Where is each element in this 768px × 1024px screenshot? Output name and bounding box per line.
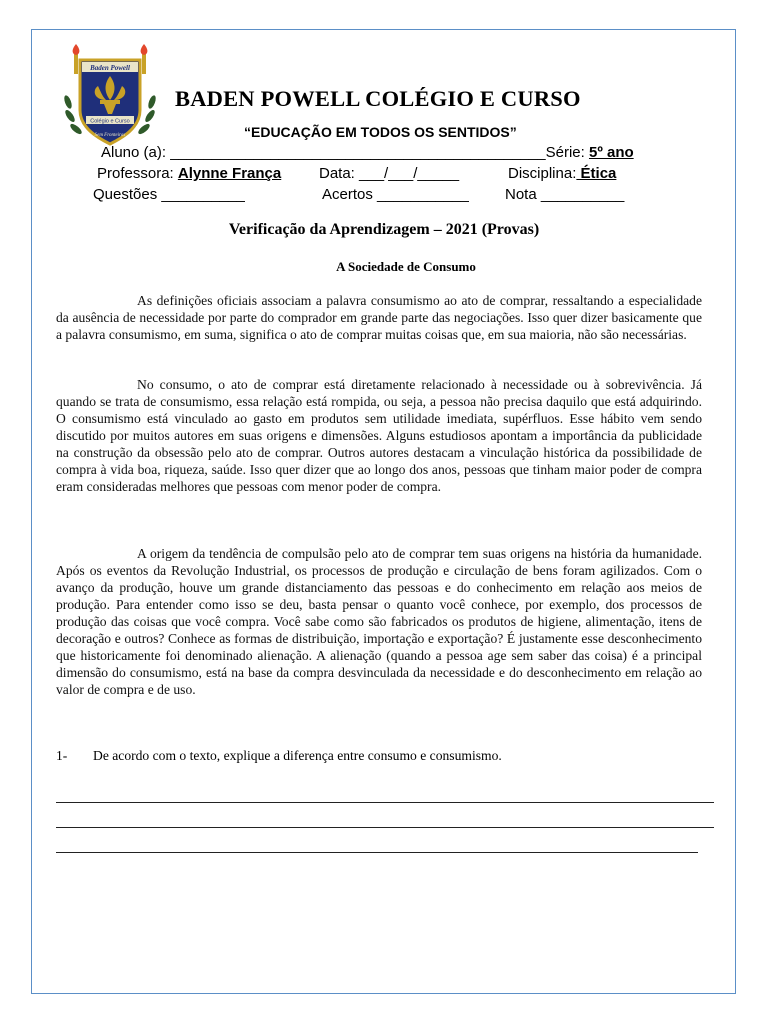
teacher-field xyxy=(97,165,281,182)
subject-field xyxy=(508,165,616,182)
paragraph-1: As definições oficiais associam a palavra consumismo ao ato de comprar, ressaltando a especialidade da ausência de necessidade por parte do comprador em grande parte das negociações. Isso quer dizer basicamente que a palavra consumismo, em suma, significa o ato de comprar muitas coisas que, em sua maioria, não são necessárias. xyxy=(56,293,702,342)
school-crest-logo xyxy=(60,40,160,150)
paragraph-3: A origem da tendência de compulsão pelo ato de comprar tem suas origens na história da humanidade. Após os eventos da Revolução Industrial, os processos de produção e circulação de bens foram agilizados. Com o avanço da produção, houve um grande distanciamento das pessoas e do conhecimento em relação aos meios de produção. Para entender como isso se deu, basta pensar o quanto você conhece, por exemplo, dos processos de produção das coisas que você compra. Você sabe como são fabricados os produtos de higiene, alimentação, itens de decoração e outros? Conhece as formas de distribuição, importação e exportação? É justamente esse desconhecimento que historicamente foi denominado alienação. A alienação (quando a pessoa age sem saber das coisa) é a principal dimensão do consumismo, está na base da compra desvinculada da necessidade e do desconhecimento em relação ao valor de compra e de uso. xyxy=(56,546,702,697)
question-text: De acordo com o texto, explique a diferença entre consumo e consumismo. xyxy=(93,748,502,763)
questions-blank: __________ xyxy=(161,186,245,203)
question-number: 1- xyxy=(56,748,68,763)
correct-answers-blank: ___________ xyxy=(377,186,469,203)
correct-answers-label: Acertos xyxy=(322,186,373,203)
student-name-label: Aluno (a): xyxy=(101,144,167,161)
text-title: A Sociedade de Consumo xyxy=(336,259,476,274)
score-field xyxy=(505,186,624,203)
score-blank: __________ xyxy=(540,186,625,203)
svg-text:Colégio e Curso: Colégio e Curso xyxy=(90,118,130,125)
svg-text:Sem Fronteiras: Sem Fronteiras xyxy=(94,133,126,138)
question-1 xyxy=(56,748,502,764)
paragraph-2: No consumo, o ato de comprar está diretamente relacionado à necessidade ou à sobrevivência. Já quando se trata de consumismo, essa relação está rompida, ou seja, a pessoa não precisa daquilo que está adquirindo. O consumismo está vinculado ao gasto em produtos sem utilidade imediata, supérfluos. Esse hábito vem sendo discutido por muitos autores em suas origens e dimensões. Alguns estudiosos apontam a importância da publicidade na construção da obsessão pelo ato de comprar. Outros autores destacam a vinculação histórica da possibilidade de compra à vida boa, riqueza, saúde. Isso quer dizer que ao longo dos anos, pessoas que tinham maior poder de compra eram consideradas melhores que pessoas com menor poder de compra. xyxy=(56,377,702,494)
school-name: BADEN POWELL COLÉGIO E CURSO xyxy=(175,86,581,111)
grade-value: 5º ano xyxy=(588,144,634,161)
teacher-label: Professora: xyxy=(97,165,174,182)
exam-title: Verificação da Aprendizagem – 2021 (Provas) xyxy=(228,221,540,238)
subject-label: Disciplina: xyxy=(508,165,577,182)
date-label: Data: xyxy=(319,165,355,182)
answer-line-1[interactable] xyxy=(56,802,714,803)
date-field xyxy=(319,165,459,182)
questions-field xyxy=(93,186,245,203)
student-name-blank: _____________________________________________ xyxy=(170,144,546,161)
svg-text:Baden Powell: Baden Powell xyxy=(90,64,130,72)
score-label: Nota xyxy=(505,186,537,203)
subject-value: Ética xyxy=(576,165,617,182)
grade-label: Série: xyxy=(545,144,585,161)
teacher-value: Alynne França xyxy=(177,165,282,182)
correct-answers-field xyxy=(322,186,469,203)
questions-label: Questões xyxy=(93,186,158,203)
school-motto: “EDUCAÇÃO EM TODOS OS SENTIDOS” xyxy=(244,124,517,140)
student-name-field xyxy=(101,144,634,161)
answer-line-3[interactable] xyxy=(56,852,698,853)
answer-line-2[interactable] xyxy=(56,827,714,828)
date-value: ___/___/_____ xyxy=(359,165,460,182)
